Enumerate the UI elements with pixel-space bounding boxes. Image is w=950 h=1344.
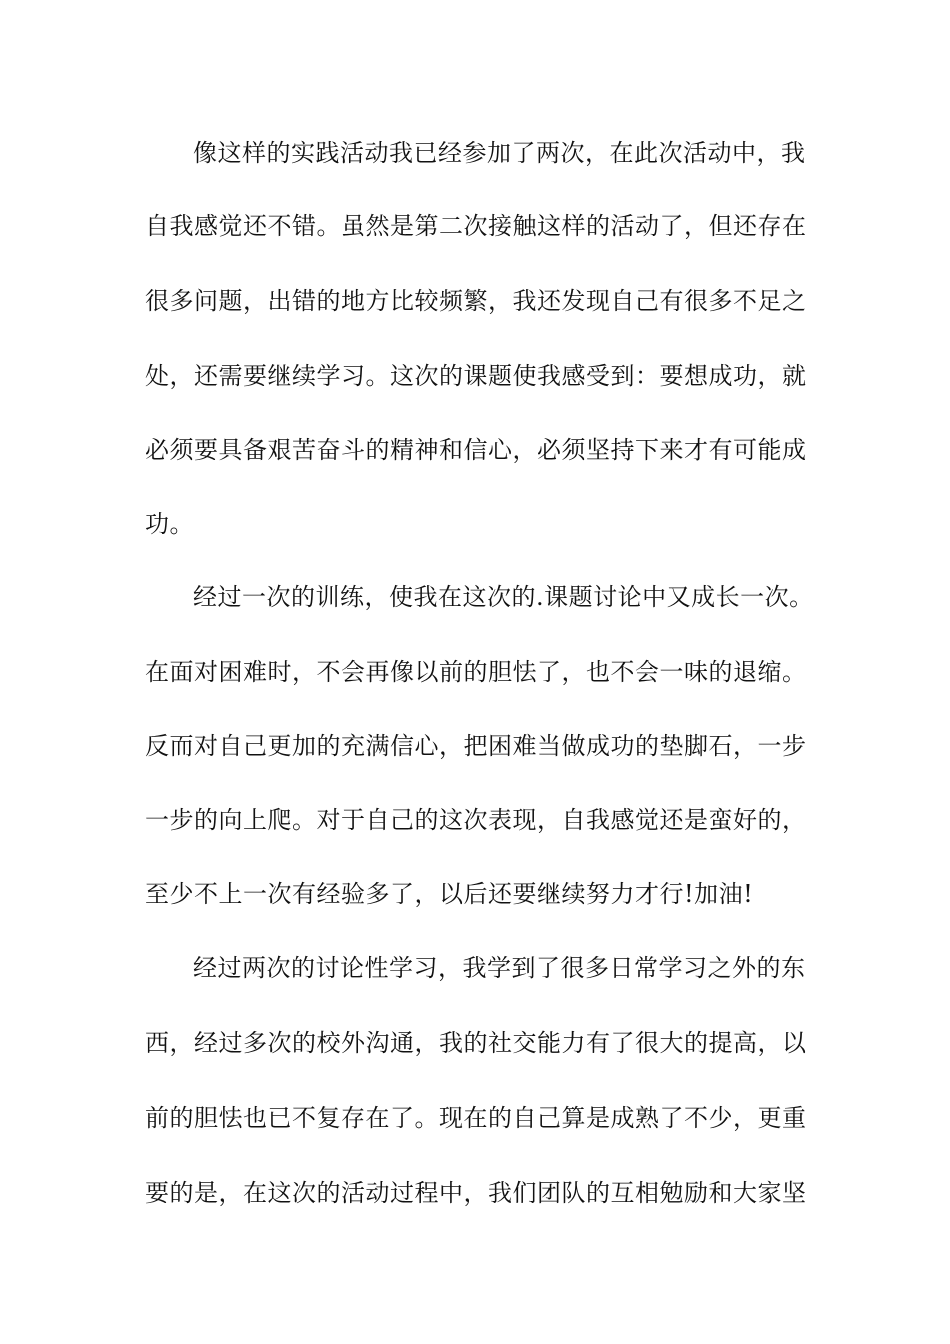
paragraph-2-line-4: 一步的向上爬。对于自己的这次表现，自我感觉还是蛮好的， [145, 806, 807, 834]
paragraph-3-line-4: 要的是，在这次的活动过程中，我们团队的互相勉励和大家坚 [145, 1179, 807, 1207]
paragraph-1-line-4: 处，还需要继续学习。这次的课题使我感受到：要想成功，就 [145, 362, 807, 390]
paragraph-1-line-1: 像这样的实践活动我已经参加了两次，在此次活动中，我 [193, 139, 806, 167]
paragraph-1-line-6: 功。 [145, 510, 194, 538]
paragraph-3-line-3: 前的胆怯也已不复存在了。现在的自己算是成熟了不少，更重 [145, 1104, 807, 1132]
paragraph-3-line-1: 经过两次的讨论性学习，我学到了很多日常学习之外的东 [193, 954, 806, 982]
paragraph-1-line-3: 很多问题，出错的地方比较频繁，我还发现自己有很多不足之 [145, 287, 807, 315]
paragraph-1-line-2: 自我感觉还不错。虽然是第二次接触这样的活动了，但还存在 [145, 212, 807, 240]
paragraph-1-line-5: 必须要具备艰苦奋斗的精神和信心，必须坚持下来才有可能成 [145, 436, 807, 464]
paragraph-3-line-2: 西，经过多次的校外沟通，我的社交能力有了很大的提高，以 [145, 1029, 807, 1057]
paragraph-2-line-3: 反而对自己更加的充满信心，把困难当做成功的垫脚石，一步 [145, 732, 807, 760]
paragraph-2-line-1: 经过一次的训练，使我在这次的.课题讨论中又成长一次。 [193, 583, 814, 611]
paragraph-2-line-5: 至少不上一次有经验多了，以后还要继续努力才行!加油! [145, 880, 754, 908]
paragraph-2-line-2: 在面对困难时，不会再像以前的胆怯了，也不会一味的退缩。 [145, 658, 807, 686]
